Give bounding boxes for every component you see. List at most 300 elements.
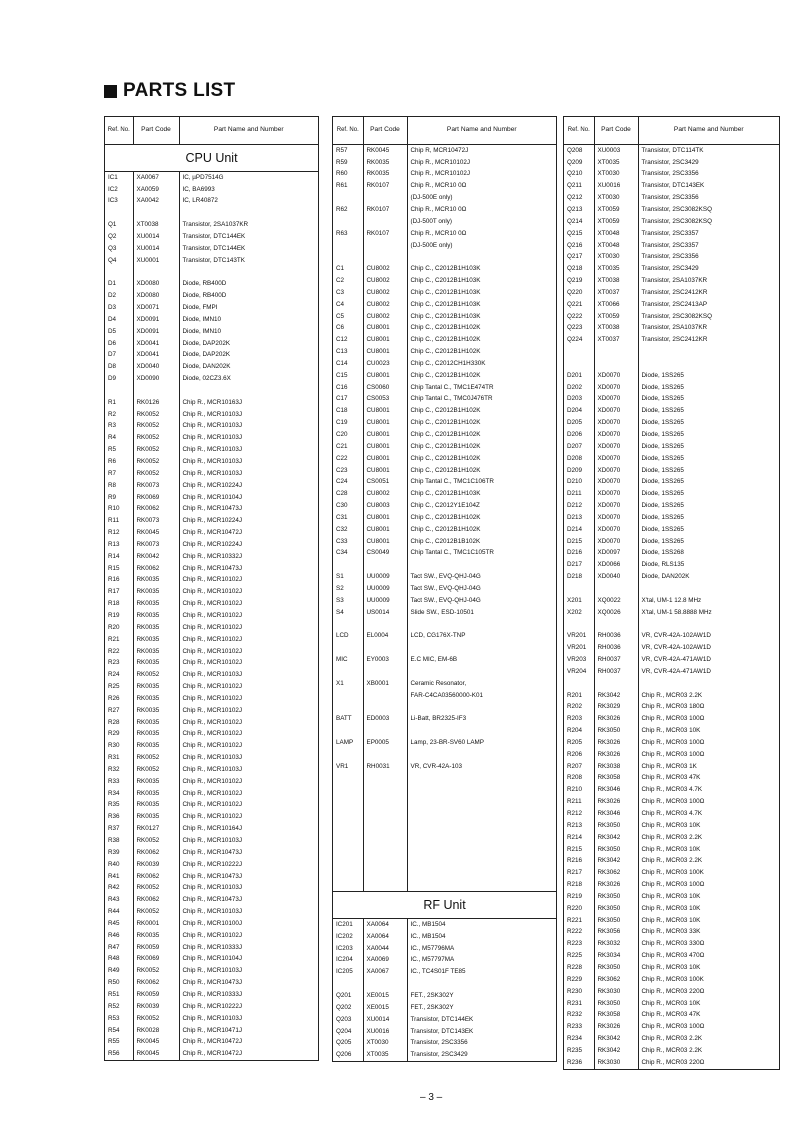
ref-cell: D218	[564, 571, 594, 583]
part-name-cell: Diode, IMN10	[182, 315, 221, 323]
table-row	[105, 729, 318, 741]
table-row	[333, 1026, 556, 1038]
table-row	[105, 622, 318, 634]
table-row	[333, 737, 556, 749]
part-name-cell: Chip R., MCR10102J	[182, 931, 242, 939]
part-name-cell: Chip R., MCR03 10K	[641, 916, 701, 924]
table-row	[564, 429, 779, 441]
part-code-cell: RK0042	[133, 551, 179, 563]
ref-cell: VR204	[564, 666, 594, 678]
table-row	[564, 796, 779, 808]
part-code-cell: XQ0022	[594, 595, 638, 607]
table-row	[564, 631, 779, 643]
header-part-name: Part Name and Number	[638, 117, 779, 145]
part-name-cell: Transistor, DTC143EK	[410, 1027, 474, 1035]
ref-cell: R204	[564, 725, 594, 737]
table-row	[105, 172, 318, 184]
table-row	[564, 157, 779, 169]
part-code-cell: UU0009	[363, 595, 407, 607]
ref-cell: R10	[105, 504, 133, 516]
part-name-cell: Tact SW., EVQ-QHJ-04G	[410, 573, 481, 581]
ref-cell: R51	[105, 989, 133, 1001]
part-name-cell: Chip R., MCR10 0Ω	[410, 205, 467, 213]
part-name-cell	[407, 978, 556, 990]
ref-cell: R20	[105, 622, 133, 634]
table-row	[333, 417, 556, 429]
ref-cell: R56	[105, 1048, 133, 1060]
part-name-cell: Chip C., C2012B1H102K	[410, 371, 481, 379]
ref-cell: D212	[564, 500, 594, 512]
table-row	[333, 761, 556, 773]
part-name-cell: Chip R., MCR03 2.2K	[641, 857, 703, 865]
table-row	[333, 1014, 556, 1026]
ref-cell	[333, 820, 363, 832]
table-row	[564, 263, 779, 275]
table-row	[333, 808, 556, 820]
part-code-cell: RK0039	[133, 1001, 179, 1013]
part-code-cell: XD0070	[594, 441, 638, 453]
table-row	[333, 181, 556, 193]
part-name-cell: Diode, 1SS265	[641, 431, 684, 439]
ref-cell: R29	[105, 729, 133, 741]
part-code-cell	[594, 619, 638, 631]
table-row	[333, 382, 556, 394]
table-row	[564, 891, 779, 903]
ref-cell: D201	[564, 370, 594, 382]
ref-cell: R14	[105, 551, 133, 563]
part-name-cell: Diode, 1SS265	[641, 454, 684, 462]
ref-cell: R5	[105, 444, 133, 456]
part-code-cell: RK3050	[594, 962, 638, 974]
part-code-cell: XA0064	[363, 931, 407, 943]
part-name-cell: Chip R., MCR10224J	[182, 517, 242, 525]
part-name-cell	[638, 619, 779, 631]
part-code-cell: RK3050	[594, 998, 638, 1010]
ref-cell: Q4	[105, 255, 133, 267]
part-code-cell: XD0090	[133, 373, 179, 385]
part-code-cell	[363, 252, 407, 264]
part-name-cell: Chip C., C2012B1H102K	[410, 513, 481, 521]
part-code-cell: CU8001	[363, 536, 407, 548]
table-row	[333, 275, 556, 287]
part-name-cell: Chip R., MCR03 100K	[641, 869, 704, 877]
part-name-cell: Chip R., MCR10103J	[182, 434, 242, 442]
part-name-cell: Transistor, 2SC3356	[410, 1039, 468, 1047]
part-code-cell: RK0035	[133, 705, 179, 717]
part-name-cell: Chip R., MCR03 220Ω	[641, 987, 705, 995]
part-name-cell: Chip R., MCR03 33K	[641, 928, 701, 936]
part-code-cell: XU0001	[133, 255, 179, 267]
table-row	[564, 583, 779, 595]
ref-cell: C13	[333, 346, 363, 358]
ref-cell	[564, 619, 594, 631]
part-code-cell: RK3026	[594, 796, 638, 808]
table-row	[564, 252, 779, 264]
part-code-cell: RK0059	[133, 942, 179, 954]
ref-cell: D2	[105, 290, 133, 302]
part-name-cell: Chip R., MCR10333J	[182, 943, 242, 951]
part-name-cell: Chip R., MCR10103J	[182, 908, 242, 916]
table-row	[333, 524, 556, 536]
part-name-cell: Chip C., C2012B1H102K	[410, 336, 481, 344]
table-row	[564, 299, 779, 311]
part-name-cell: Chip R., MCR10222J	[182, 1002, 242, 1010]
table-row	[564, 832, 779, 844]
table-row	[105, 433, 318, 445]
part-code-cell	[363, 702, 407, 714]
table-row	[333, 453, 556, 465]
part-name-cell	[407, 879, 556, 891]
part-code-cell	[363, 619, 407, 631]
part-name-cell: Chip R., MCR10103J	[182, 1014, 242, 1022]
part-name-cell: Chip Tantal C., TMC1C105TR	[410, 549, 494, 557]
part-name-cell	[407, 808, 556, 820]
table-row	[105, 290, 318, 302]
table-row	[564, 595, 779, 607]
part-name-cell: Diode, IMN10	[182, 327, 221, 335]
part-name-cell: Tact SW., EVQ-QHJ-04G	[410, 584, 481, 592]
table-row	[564, 654, 779, 666]
table-row	[105, 267, 318, 279]
part-code-cell: XT0038	[133, 219, 179, 231]
part-code-cell: RK3038	[594, 761, 638, 773]
part-code-cell: RK0035	[133, 575, 179, 587]
parts-table-column-3	[563, 116, 780, 1070]
ref-cell	[333, 192, 363, 204]
part-name-cell: IC., M57796MA	[410, 944, 455, 952]
table-row	[564, 856, 779, 868]
part-code-cell: CU8002	[363, 287, 407, 299]
table-row	[564, 1021, 779, 1033]
part-name-cell: E.C MIC, EM-6B	[410, 656, 458, 664]
ref-cell: D216	[564, 548, 594, 560]
table-row	[564, 879, 779, 891]
part-name-cell: LCD, CG176X-TNP	[410, 632, 466, 640]
part-name-cell: Chip R., MCR03 470Ω	[641, 952, 705, 960]
table-row	[105, 776, 318, 788]
part-name-cell: IC., TC4S01F TE85	[410, 968, 466, 976]
part-code-cell: RK3042	[594, 832, 638, 844]
part-name-cell: Chip R., MCR10332J	[182, 552, 242, 560]
ref-cell: C21	[333, 441, 363, 453]
part-code-cell: RH0036	[594, 631, 638, 643]
table-row	[564, 666, 779, 678]
ref-cell	[564, 358, 594, 370]
ref-cell: R236	[564, 1057, 594, 1069]
part-name-cell	[407, 867, 556, 879]
ref-cell: R215	[564, 844, 594, 856]
part-code-cell	[594, 358, 638, 370]
part-name-cell: Chip R., MCR10333J	[182, 990, 242, 998]
part-name-cell	[638, 358, 779, 370]
ref-cell	[333, 844, 363, 856]
part-name-cell: Tact SW., EVQ-QHJ-04G	[410, 596, 481, 604]
part-code-cell: RK3050	[594, 844, 638, 856]
part-name-cell: Diode, DAP202K	[182, 339, 231, 347]
ref-cell: VR203	[564, 654, 594, 666]
table-row	[333, 607, 556, 619]
ref-cell	[564, 346, 594, 358]
part-name-cell: Transistor, DTC114TK	[641, 146, 704, 154]
table-row	[333, 967, 556, 979]
part-name-cell: Chip R., MCR10102J	[182, 576, 242, 584]
part-name-cell	[407, 844, 556, 856]
part-name-cell: VR, CVR-42A-102AW1D	[641, 632, 711, 640]
table-row	[564, 808, 779, 820]
ref-cell: R16	[105, 575, 133, 587]
part-name-cell: Slide SW., ESD-10501	[410, 608, 474, 616]
table-row	[564, 370, 779, 382]
ref-cell: R33	[105, 776, 133, 788]
part-code-cell: XU0016	[363, 1026, 407, 1038]
part-name-cell: Chip R., MCR10102J	[182, 683, 242, 691]
part-code-cell: EY0003	[363, 654, 407, 666]
part-code-cell: CU0023	[363, 358, 407, 370]
part-code-cell: XT0048	[594, 240, 638, 252]
table-row	[564, 737, 779, 749]
part-code-cell: CU8001	[363, 406, 407, 418]
ref-cell: IC204	[333, 955, 363, 967]
ref-cell: R31	[105, 752, 133, 764]
part-name-cell: Chip R., MCR10102J	[182, 789, 242, 797]
table-row	[333, 323, 556, 335]
table-row	[333, 157, 556, 169]
part-code-cell: RK3050	[594, 903, 638, 915]
ref-cell: Q208	[564, 145, 594, 157]
table-row	[333, 619, 556, 631]
ref-cell: R217	[564, 867, 594, 879]
part-name-cell: Chip C., C2012Y1E104Z	[410, 502, 480, 510]
ref-cell	[105, 208, 133, 220]
ref-cell: C31	[333, 512, 363, 524]
part-code-cell: RK0062	[133, 847, 179, 859]
part-code-cell: RK0035	[133, 587, 179, 599]
part-code-cell: XA0059	[133, 184, 179, 196]
table-row	[564, 749, 779, 761]
part-code-cell: RK3026	[594, 879, 638, 891]
table-row	[564, 678, 779, 690]
table-row	[564, 512, 779, 524]
part-code-cell: RK0052	[133, 409, 179, 421]
ref-cell: C6	[333, 323, 363, 335]
part-name-cell: X'tal, UM-1 58.8888 MHz	[641, 608, 712, 616]
part-code-cell: XD0070	[594, 512, 638, 524]
part-name-cell: (DJ-500T only)	[410, 217, 453, 225]
ref-cell: Q211	[564, 181, 594, 193]
table-row	[564, 524, 779, 536]
table-row	[105, 823, 318, 835]
part-name-cell	[407, 619, 556, 631]
ref-cell: R212	[564, 808, 594, 820]
part-code-cell: XD0091	[133, 326, 179, 338]
part-code-cell: RK0052	[133, 906, 179, 918]
part-name-cell	[179, 385, 318, 397]
part-name-cell: Chip R., MCR03 100Ω	[641, 738, 705, 746]
part-name-cell: Chip C., C2012B1H102K	[410, 442, 481, 450]
table-row	[333, 990, 556, 1002]
part-name-cell: Chip Tantal C., TMC1C106TR	[410, 478, 494, 486]
part-code-cell: XA0069	[363, 955, 407, 967]
section-heading-row	[333, 892, 556, 919]
ref-cell: D202	[564, 382, 594, 394]
part-code-cell: RK0069	[133, 954, 179, 966]
ref-cell: D214	[564, 524, 594, 536]
part-code-cell: XT0035	[594, 263, 638, 275]
part-code-cell: RK0035	[133, 741, 179, 753]
table-row	[333, 145, 556, 157]
part-name-cell	[407, 832, 556, 844]
part-code-cell: XU0014	[133, 231, 179, 243]
ref-cell	[333, 216, 363, 228]
part-code-cell: RH0037	[594, 666, 638, 678]
part-name-cell: (DJ-500E only)	[410, 194, 453, 202]
part-name-cell: Diode, 1SS265	[641, 383, 684, 391]
part-name-cell	[179, 208, 318, 220]
part-name-cell: Transistor, 2SC3082KSQ	[641, 205, 712, 213]
part-name-cell: Chip R., MCR10473J	[182, 896, 242, 904]
part-name-cell	[638, 583, 779, 595]
parts-table-column-2	[332, 116, 557, 1062]
ref-cell: C3	[333, 287, 363, 299]
ref-cell: C18	[333, 406, 363, 418]
table-row	[105, 693, 318, 705]
table-row	[105, 184, 318, 196]
ref-cell: IC203	[333, 943, 363, 955]
table-row	[564, 275, 779, 287]
part-name-cell: Chip R., MCR10473J	[182, 979, 242, 987]
part-code-cell: XD0040	[133, 362, 179, 374]
table-row	[564, 417, 779, 429]
ref-cell: R36	[105, 812, 133, 824]
part-code-cell: XT0059	[594, 311, 638, 323]
part-code-cell: XD0040	[594, 571, 638, 583]
part-name-cell: Chip C., C2012B1H103K	[410, 490, 481, 498]
table-row	[105, 705, 318, 717]
ref-cell: D217	[564, 560, 594, 572]
part-code-cell: RK3046	[594, 785, 638, 797]
ref-cell: R55	[105, 1037, 133, 1049]
part-name-cell: Diode, RB400D	[182, 280, 227, 288]
ref-cell	[333, 240, 363, 252]
table-row	[564, 181, 779, 193]
part-code-cell: UU0009	[363, 583, 407, 595]
part-code-cell: RH0037	[594, 654, 638, 666]
ref-cell: R214	[564, 832, 594, 844]
part-name-cell: Diode, DAN202K	[182, 363, 231, 371]
part-name-cell	[638, 678, 779, 690]
part-code-cell: RK0062	[133, 563, 179, 575]
part-name-cell: Chip R., MCR10102J	[410, 170, 470, 178]
ref-cell: R235	[564, 1045, 594, 1057]
ref-cell: R59	[333, 157, 363, 169]
ref-cell: C4	[333, 299, 363, 311]
table-row	[333, 287, 556, 299]
ref-cell	[333, 702, 363, 714]
table-row	[333, 500, 556, 512]
part-name-cell: Diode, 1SS265	[641, 407, 684, 415]
part-name-cell: Chip R., MCR03 10K	[641, 904, 701, 912]
part-code-cell: CU8001	[363, 465, 407, 477]
table-row	[333, 169, 556, 181]
ref-cell: C24	[333, 477, 363, 489]
part-name-cell: Chip R., MCR10104J	[182, 955, 242, 963]
part-code-cell: RK0052	[133, 835, 179, 847]
table-row	[105, 930, 318, 942]
table-row	[105, 1037, 318, 1049]
part-code-cell: CU8001	[363, 323, 407, 335]
part-code-cell: RK0052	[133, 669, 179, 681]
part-code-cell	[363, 785, 407, 797]
part-name-cell: Diode, 02CZ3.6X	[182, 375, 231, 383]
ref-cell: C33	[333, 536, 363, 548]
part-name-cell: Diode, 1SS265	[641, 466, 684, 474]
part-name-cell: Chip R., MCR10472J	[182, 1050, 242, 1058]
part-name-cell: Chip R., MCR10102J	[182, 718, 242, 726]
table-row	[105, 954, 318, 966]
table-row	[333, 773, 556, 785]
part-code-cell	[363, 192, 407, 204]
part-name-cell: Chip R., MCR03 100Ω	[641, 1023, 705, 1031]
part-code-cell: RK0035	[133, 693, 179, 705]
part-name-cell: Chip R., MCR10472J	[182, 1038, 242, 1046]
part-name-cell: Diode, 1SS265	[641, 537, 684, 545]
ref-cell: R206	[564, 749, 594, 761]
ref-cell: R17	[105, 587, 133, 599]
part-code-cell: EP0005	[363, 737, 407, 749]
part-name-cell: Transistor, 2SC3357	[641, 229, 699, 237]
part-name-cell: Diode, 1SS265	[641, 502, 684, 510]
ref-cell: R223	[564, 939, 594, 951]
table-row	[105, 527, 318, 539]
part-code-cell: RK3050	[594, 820, 638, 832]
table-row	[105, 385, 318, 397]
table-row	[333, 560, 556, 572]
table-row	[564, 1033, 779, 1045]
table-row	[105, 610, 318, 622]
part-code-cell: XD0070	[594, 536, 638, 548]
table-row	[564, 560, 779, 572]
part-code-cell: XD0070	[594, 417, 638, 429]
table-row	[564, 773, 779, 785]
table-row	[564, 986, 779, 998]
part-code-cell: CS0051	[363, 477, 407, 489]
table-row	[333, 978, 556, 990]
table-row	[105, 231, 318, 243]
part-code-cell: XD0070	[594, 524, 638, 536]
page-title-text: PARTS LIST	[123, 80, 236, 101]
table-row	[564, 761, 779, 773]
ref-cell	[333, 785, 363, 797]
table-header	[333, 117, 556, 145]
part-code-cell: XT0059	[594, 204, 638, 216]
part-code-cell: RK0062	[133, 894, 179, 906]
part-code-cell: XD0071	[133, 302, 179, 314]
parts-table	[564, 117, 779, 1069]
table-row	[105, 658, 318, 670]
ref-cell: Q224	[564, 335, 594, 347]
ref-cell: D6	[105, 338, 133, 350]
part-code-cell: RK0126	[133, 397, 179, 409]
part-name-cell: Chip R., MCR03 2.2K	[641, 691, 703, 699]
table-row	[105, 681, 318, 693]
table-row	[333, 678, 556, 690]
ref-cell: R8	[105, 480, 133, 492]
ref-cell: Q203	[333, 1014, 363, 1026]
part-code-cell	[594, 583, 638, 595]
part-code-cell: CU8002	[363, 275, 407, 287]
part-code-cell: CU8002	[363, 299, 407, 311]
ref-cell: C22	[333, 453, 363, 465]
